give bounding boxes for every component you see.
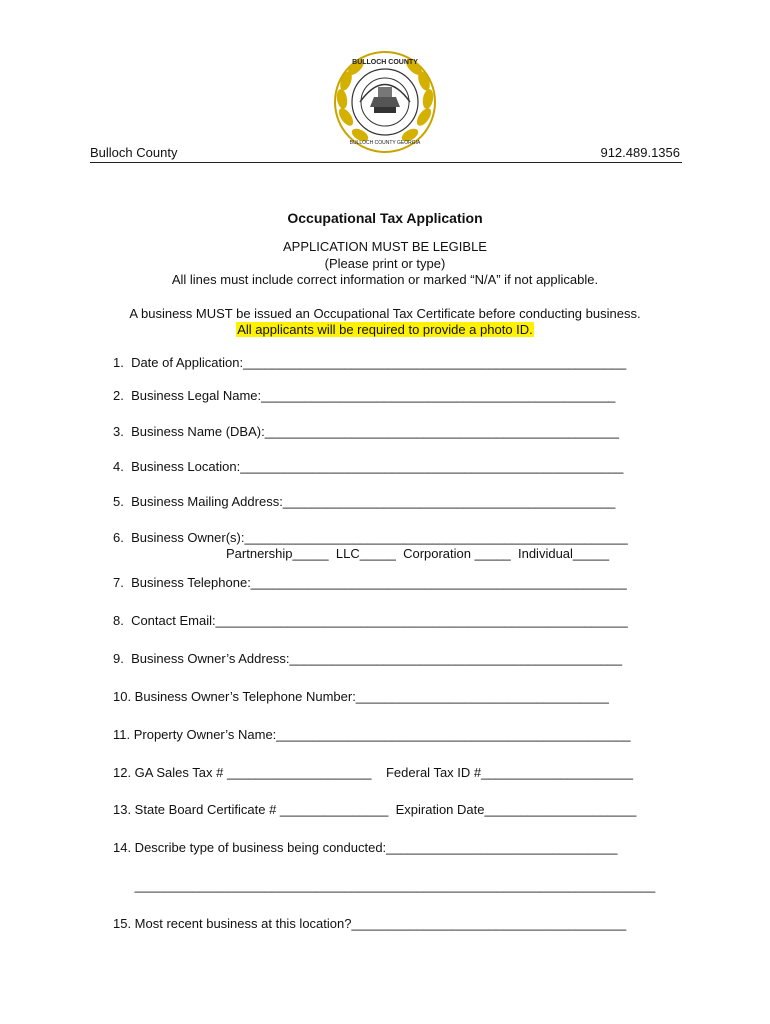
legible-notice: APPLICATION MUST BE LEGIBLE: [283, 239, 487, 254]
na-notice: All lines must include correct information or marked “N/A” if not applicable.: [171, 272, 599, 287]
field-ga-sales-tax-federal-id[interactable]: 12. GA Sales Tax # ____________________ Federal Tax ID #_____________________: [113, 765, 633, 780]
field-business-owner-telephone[interactable]: 10. Business Owner’s Telephone Number:___________________________________: [113, 689, 609, 704]
field-most-recent-business[interactable]: 15. Most recent business at this location?______________________________________: [113, 916, 627, 931]
field-business-type[interactable]: 14. Describe type of business being conducted:________________________________: [113, 840, 618, 855]
county-seal-logo: [330, 47, 440, 157]
header-divider: [90, 162, 682, 163]
print-notice: (Please print or type): [324, 256, 446, 271]
phone-number: 912.489.1356: [600, 145, 680, 160]
certificate-notice: A business MUST be issued an Occupational Tax Certificate before conducting business.: [129, 306, 641, 321]
photo-id-notice: All applicants will be required to provide a photo ID.: [237, 322, 533, 337]
seal-text-top: BULLOCH COUNTY: [352, 59, 418, 66]
field-contact-email[interactable]: 8. Contact Email:_________________________________________________________: [113, 613, 628, 628]
photo-id-notice-wrapper: [0, 322, 770, 337]
field-state-board-certificate[interactable]: 13. State Board Certificate # _______________ Expiration Date_____________________: [113, 802, 637, 817]
page-title: Occupational Tax Application: [287, 210, 483, 226]
county-name: Bulloch County: [90, 145, 178, 160]
field-business-legal-name[interactable]: 2. Business Legal Name:_________________________________________________: [113, 388, 616, 403]
seal-text-bottom: BULLOCH COUNTY GEORGIA: [349, 140, 421, 146]
field-date-of-application[interactable]: 1. Date of Application:_____________________________________________________: [113, 355, 627, 370]
field-business-type-continued[interactable]: ________________________________________________________________________: [113, 878, 656, 893]
field-business-name-dba[interactable]: 3. Business Name (DBA):_________________________________________________: [113, 424, 619, 439]
field-business-telephone[interactable]: 7. Business Telephone:____________________________________________________: [113, 575, 627, 590]
field-owner-type[interactable]: Partnership_____ LLC_____ Corporation _____ Individual_____: [226, 546, 610, 561]
field-business-mailing-address[interactable]: 5. Business Mailing Address:______________________________________________: [113, 494, 616, 509]
field-business-owner-address[interactable]: 9. Business Owner’s Address:______________________________________________: [113, 651, 623, 666]
field-business-owners[interactable]: 6. Business Owner(s):_____________________________________________________: [113, 530, 628, 545]
field-business-location[interactable]: 4. Business Location:_____________________________________________________: [113, 459, 624, 474]
field-property-owner-name[interactable]: 11. Property Owner’s Name:_________________________________________________: [113, 727, 631, 742]
